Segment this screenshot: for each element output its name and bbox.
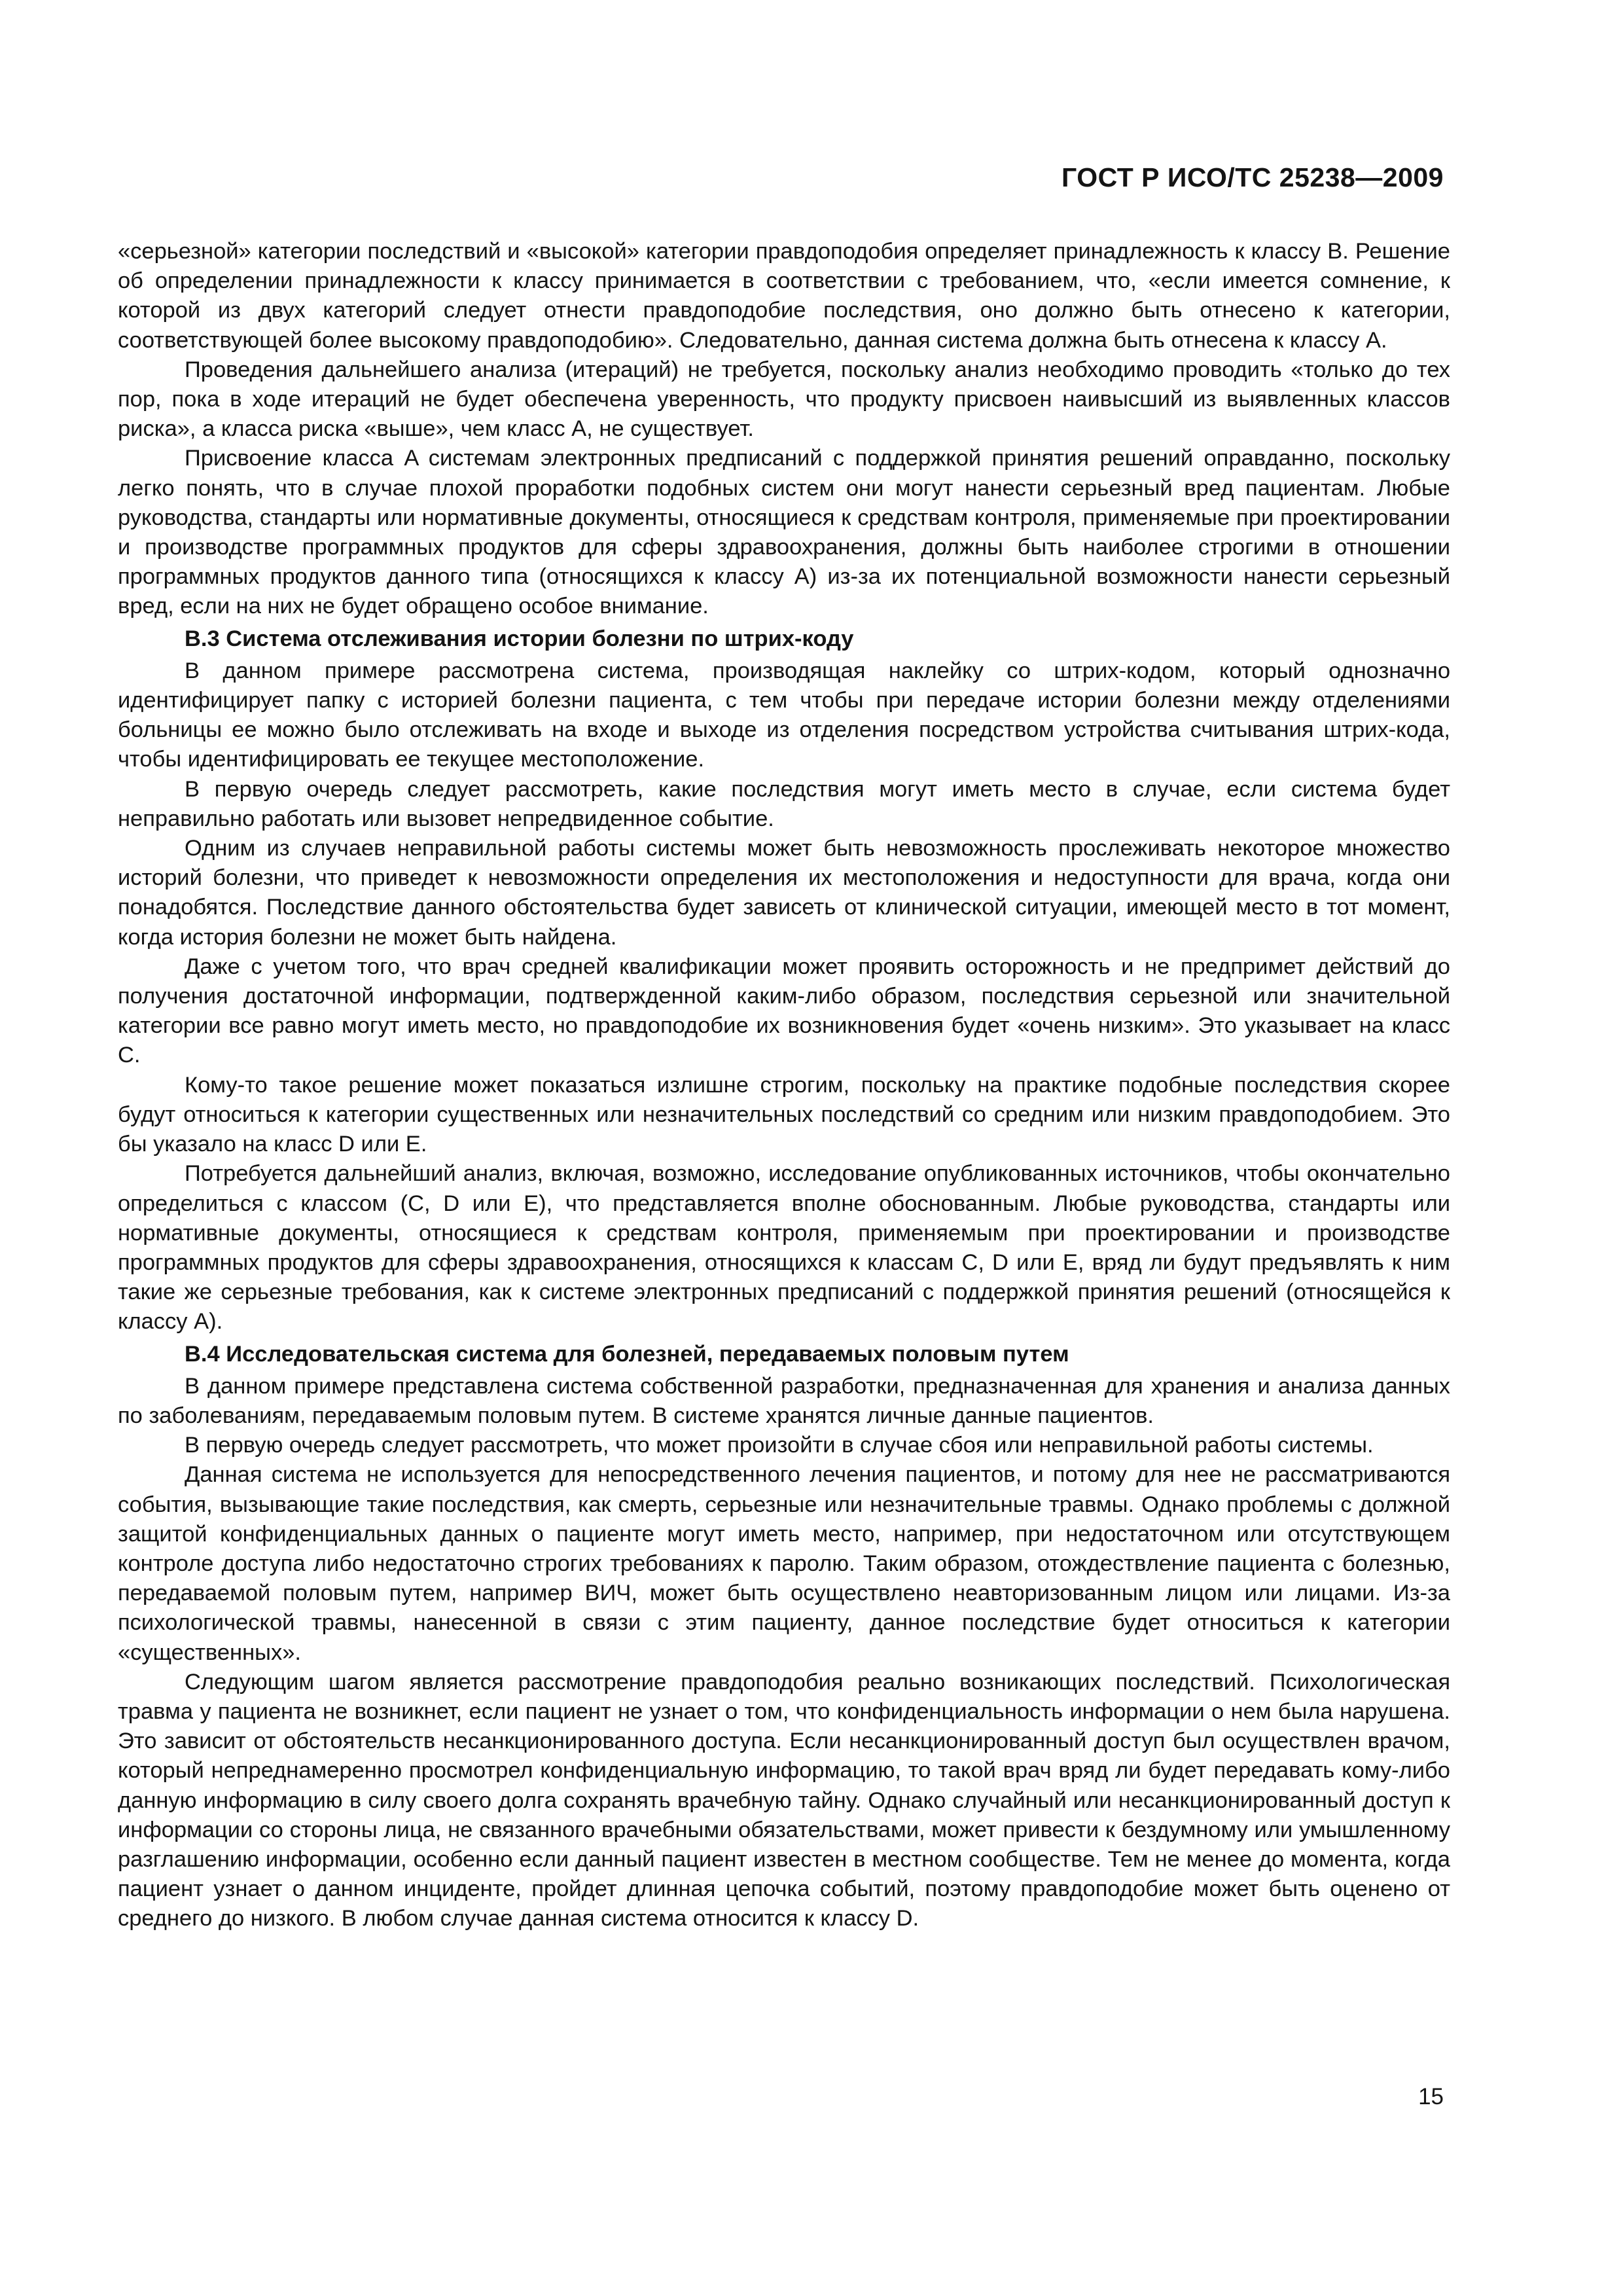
standard-code-header: ГОСТ Р ИСО/ТС 25238—2009 [1061,162,1444,192]
paragraph: Потребуется дальнейший анализ, включая, возможно, исследование опубликованных источников, чтобы окончательно определиться с классом (C, D или E), что представляется вполне обоснованным. Любые руководства, стандарты или нормативные документы, относящиеся к средствам контроля, применяемым при проектировании и производстве программных продуктов для сферы здравоохранения, относящихся к классам C, D или E, вряд ли будут предъявлять к ним такие же серьезные требования, как к системе электронных предписаний с поддержкой принятия решений (относящейся к классу A). [118,1161,1450,1335]
paragraph: «серьезной» категории последствий и «высокой» категории правдоподобия определяет принадлежность к классу B. Решение об определении принадлежности к классу принимается в соответствии с требованием, что, «если имеется сомнение, к которой из двух категорий следует отнести правдоподобие последствия, оно должно быть отнесено к категории, соответствующей более высокому правдоподобию». Следовательно, данная система должна быть отнесена к классу A. [118,239,1450,353]
paragraph: Проведения дальнейшего анализа (итераций) не требуется, поскольку анализ необходимо проводить «только до тех пор, пока в ходе итераций не будет обеспечена уверенность, что продукту присвоен наивысший из выявленных классов риска», а класса риска «выше», чем класс А, не существует. [118,357,1450,442]
paragraph: Кому-то такое решение может показаться излишне строгим, поскольку на практике подобные последствия скорее будут относиться к категории существенных или незначительных последствий со средним или низким правдоподобием. Это бы указало на класс D или E. [118,1072,1450,1157]
page-number: 15 [1418,2084,1444,2109]
paragraph: В данном примере представлена система собственной разработки, предназначенная для хранения и анализа данных по заболеваниям, передаваемым половым путем. В системе хранятся личные данные пациентов. [118,1373,1450,1428]
paragraph: В данном примере рассмотрена система, производящая наклейку со штрих-кодом, который однозначно идентифицирует папку с историей болезни пациента, с тем чтобы при передаче истории болезни между отделениями больницы ее можно было отслеживать на входе и выходе из отделения посредством устройства считывания штрих-кода, чтобы идентифицировать ее текущее местоположение. [118,658,1450,772]
paragraph: В первую очередь следует рассмотреть, что может произойти в случае сбоя или неправильной работы системы. [185,1433,1374,1458]
paragraph: Одним из случаев неправильной работы системы может быть невозможность прослеживать некоторое множество историй болезни, что приведет к невозможности определения их местоположения и недоступности для врача, когда они понадобятся. Последствие данного обстоятельства будет зависеть от клинической ситуации, имеющей место в тот момент, когда история болезни не может быть найдена. [118,836,1450,950]
paragraph: Следующим шагом является рассмотрение правдоподобия реально возникающих последствий. Психологическая травма у пациента не возникнет, если пациент не узнает о том, что конфиденциальность информации о нем была нарушена. Это зависит от обстоятельств несанкционированного доступа. Если несанкционированный доступ был осуществлен врачом, который непреднамеренно просмотрел конфиденциальную информацию, то такой врач вряд ли будет передавать кому-либо данную информацию в силу своего долга сохранять врачебную тайну. Однако случайный или несанкционированный доступ к информации со стороны лица, не связанного врачебными обязательствами, может привести к бездумному или умышленному разглашению информации, особенно если данный пациент известен в местном сообществе. Тем не менее до момента, когда пациент узнает о данном инциденте, пройдет длинная цепочка событий, поэтому правдоподобие может быть оценено от среднего до низкого. В любом случае данная система относится к классу D. [118,1669,1450,1931]
section-heading-b3: В.3 Система отслеживания истории болезни по штрих-коду [185,626,854,651]
section-heading-b4: В.4 Исследовательская система для болезней, передаваемых половым путем [185,1341,1069,1367]
page-body [118,237,1450,1934]
paragraph: Данная система не используется для непосредственного лечения пациентов, и потому для нее не рассматриваются события, вызывающие такие последствия, как смерть, серьезные или незначительные травмы. Однако проблемы с должной защитой конфиденциальных данных о пациенте могут иметь место, например, при недостаточном или отсутствующем контроле доступа либо недостаточно строгих требованиях к паролю. Таким образом, отождествление пациента с болезнью, передаваемой половым путем, например ВИЧ, может быть осуществлено неавторизованным лицом или лицами. Из-за психологической травмы, нанесенной в связи с этим пациенту, данное последствие будет относиться к категории «существенных». [118,1462,1450,1665]
paragraph: В первую очередь следует рассмотреть, какие последствия могут иметь место в случае, если система будет неправильно работать или вызовет непредвиденное событие. [118,776,1450,831]
paragraph: Даже с учетом того, что врач средней квалификации может проявить осторожность и не предпримет действий до получения достаточной информации, подтвержденной каким-либо образом, последствия серьезной или значительной категории все равно могут иметь место, но правдоподобие их возникновения будет «очень низким». Это указывает на класс C. [118,954,1450,1068]
paragraph: Присвоение класса A системам электронных предписаний с поддержкой принятия решений оправданно, поскольку легко понять, что в случае плохой проработки подобных систем они могут нанести серьезный вред пациентам. Любые руководства, стандарты или нормативные документы, относящиеся к средствам контроля, применяемые при проектировании и производстве программных продуктов для сферы здравоохранения, должны быть наиболее строгими в отношении программных продуктов данного типа (относящихся к классу A) из-за их потенциальной возможности нанести серьезный вред, если на них не будет обращено особое внимание. [118,446,1450,619]
